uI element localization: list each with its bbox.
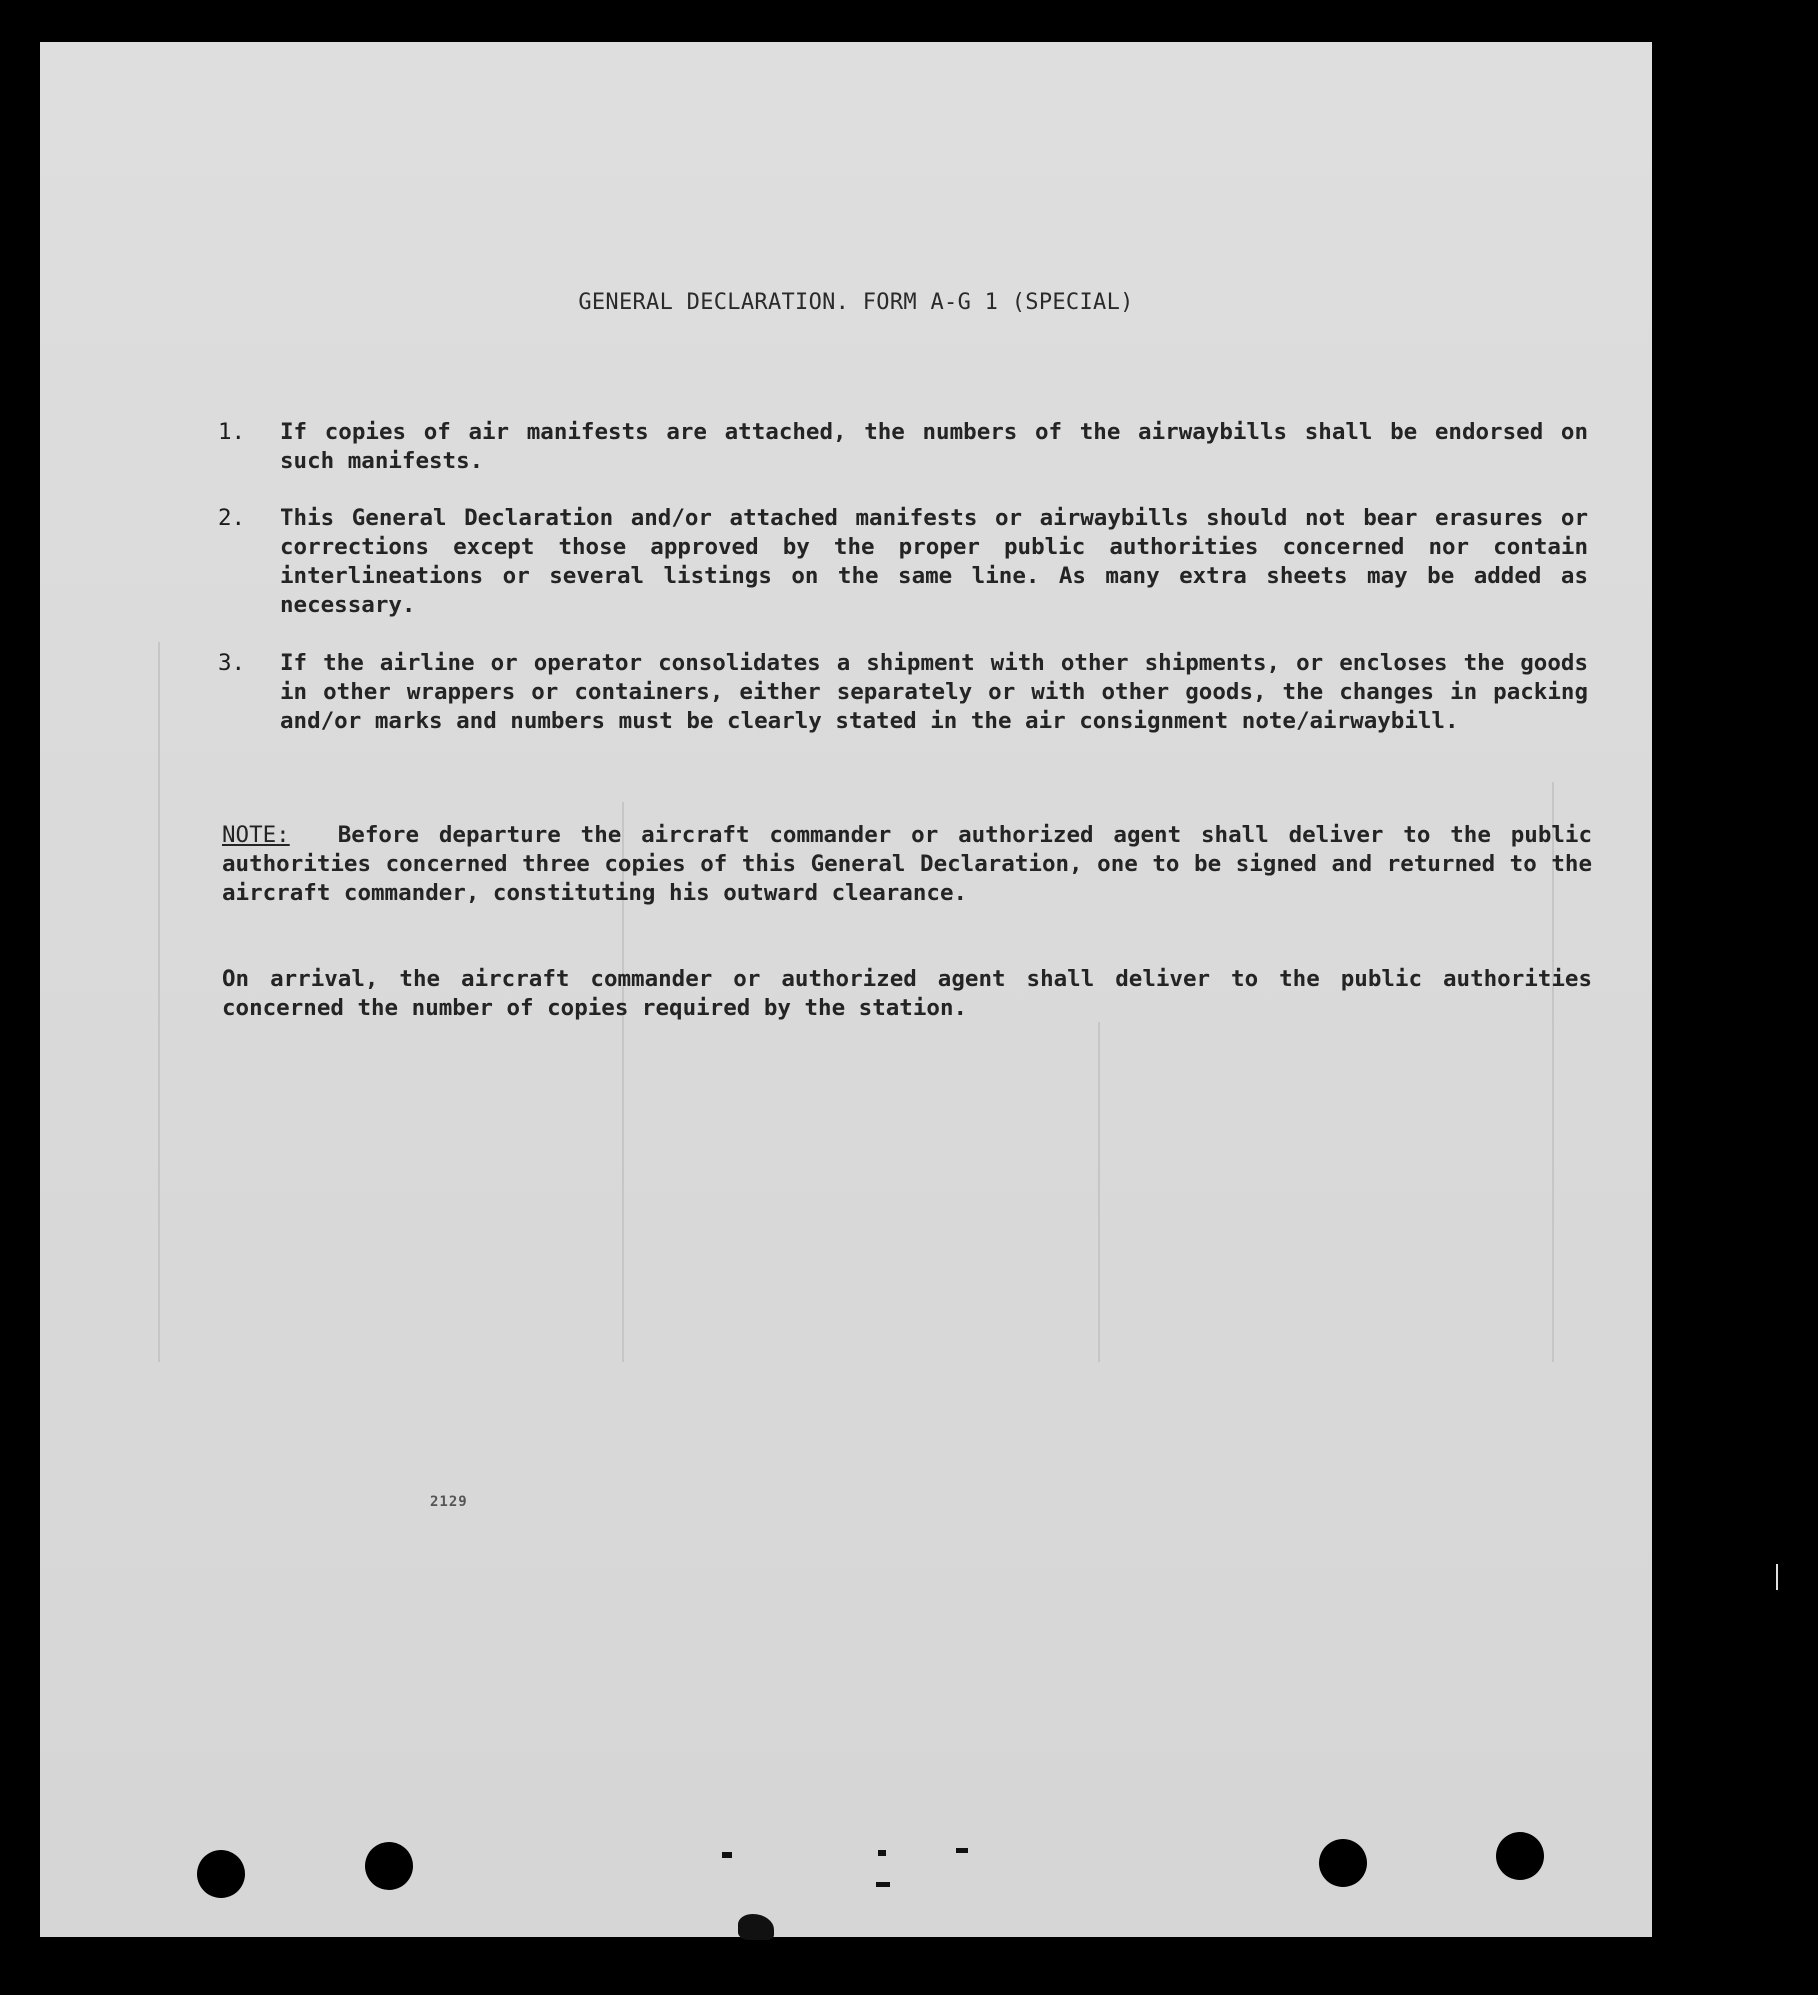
- list-item-1: [218, 418, 1588, 476]
- document-title: GENERAL DECLARATION. FORM A-G 1 (SPECIAL): [578, 290, 1134, 315]
- punch-hole: [365, 1842, 413, 1890]
- list-item-number: 1.: [218, 419, 246, 445]
- punch-hole: [1319, 1839, 1367, 1887]
- list-item-text: If copies of air manifests are attached, the numbers of the airwaybills shall be endorsed on such manifests.: [280, 419, 1588, 474]
- list-item-number: 3.: [218, 650, 246, 676]
- note-label: NOTE:: [222, 822, 290, 848]
- faint-column-rule: [158, 642, 160, 1362]
- punch-hole: [197, 1850, 245, 1898]
- ink-smudge: [722, 1852, 732, 1858]
- list-item-3: [218, 649, 1588, 736]
- punch-hole: [1496, 1832, 1544, 1880]
- edge-mark: [1776, 1564, 1778, 1590]
- ink-smudge: [876, 1882, 890, 1887]
- ink-smudge: [956, 1848, 968, 1853]
- faint-column-rule: [1098, 1022, 1100, 1362]
- ink-smudge: [878, 1850, 886, 1856]
- list-item-text: If the airline or operator consolidates a shipment with other shipments, or encloses the goods in other wrappers or containers, either separately or with other goods, the changes in packing and/or marks and numbers must be clearly stated in the air consignment note/airwaybill.: [280, 650, 1588, 734]
- document-page: [40, 42, 1652, 1937]
- list-item-2: [218, 504, 1588, 620]
- note-text: Before departure the aircraft commander or authorized agent shall deliver to the public authorities concerned three copies of this General Declaration, one to be signed and returned to the aircraft commander, constituting his outward clearance.: [222, 822, 1592, 906]
- note-paragraph: [222, 821, 1592, 908]
- arrival-paragraph: On arrival, the aircraft commander or authorized agent shall deliver to the public authorities concerned the number of copies required by the station.: [222, 966, 1592, 1021]
- ink-smudge: [738, 1914, 774, 1940]
- list-item-number: 2.: [218, 505, 246, 531]
- list-item-text: This General Declaration and/or attached manifests or airwaybills should not bear erasures or corrections except those approved by the proper public authorities concerned nor contain interlineations or several listings on the same line. As many extra sheets may be added as necessary.: [280, 505, 1588, 618]
- stamp-mark: 2129: [430, 1494, 468, 1510]
